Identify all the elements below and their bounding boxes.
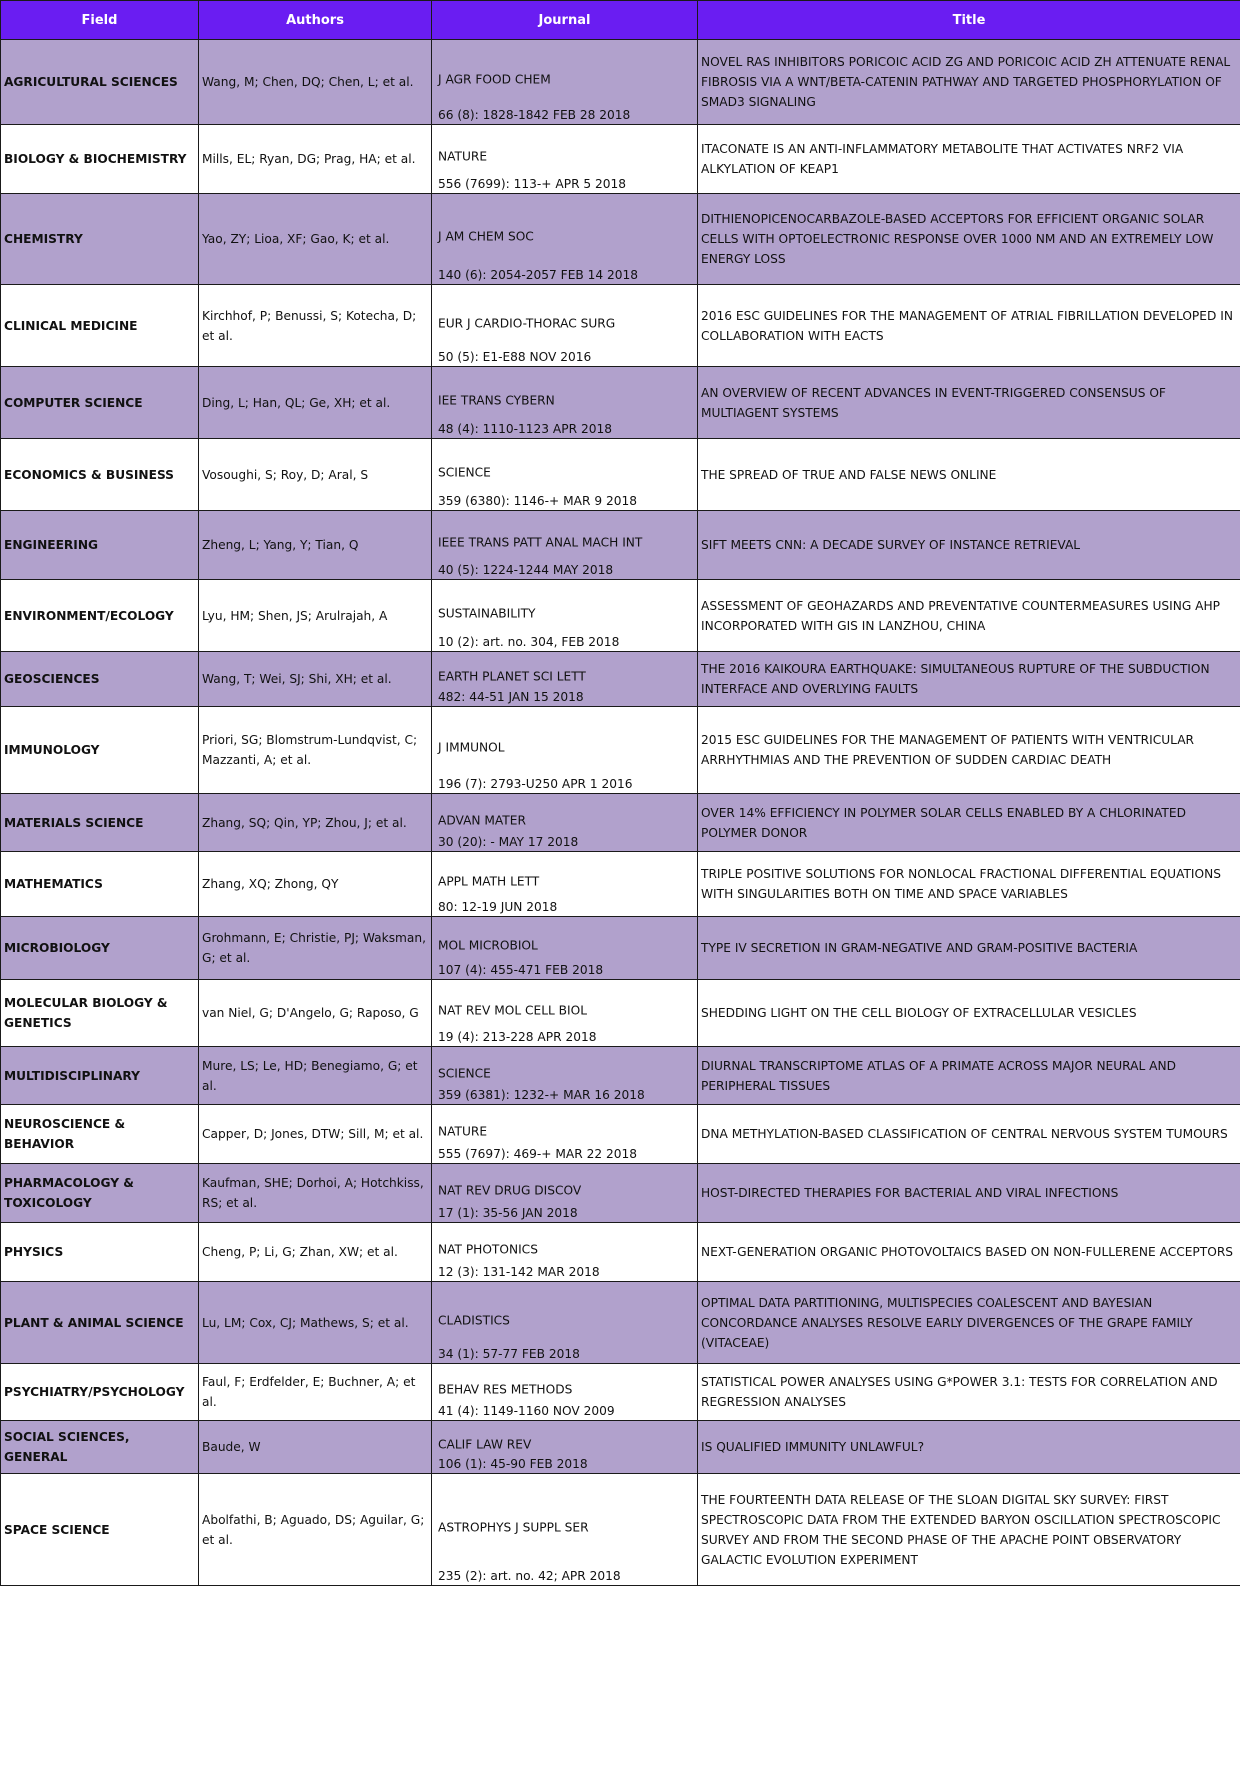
cell-title[interactable]: SIFT MEETS CNN: A DECADE SURVEY OF INSTANCE RETRIEVAL: [698, 511, 1240, 580]
journal-name: EUR J CARDIO-THORAC SURG: [438, 316, 616, 331]
table-body: [1, 40, 1240, 1586]
cell-field[interactable]: MULTIDISCIPLINARY: [1, 1047, 199, 1105]
journal-name: IEE TRANS CYBERN: [438, 393, 555, 408]
table-row: [1, 40, 1240, 125]
cell-journal[interactable]: [432, 194, 698, 285]
table-row: [1, 194, 1240, 285]
table-row: [1, 1047, 1240, 1105]
journal-name: NATURE: [438, 149, 488, 164]
journal-name: EARTH PLANET SCI LETT: [438, 669, 586, 684]
cell-field[interactable]: ECONOMICS & BUSINESS: [1, 439, 199, 511]
cell-title[interactable]: NEXT-GENERATION ORGANIC PHOTOVOLTAICS BASED ON NON-FULLERENE ACCEPTORS: [698, 1223, 1240, 1282]
cell-field[interactable]: CLINICAL MEDICINE: [1, 285, 199, 367]
table-row: [1, 980, 1240, 1047]
cell-title[interactable]: 2016 ESC GUIDELINES FOR THE MANAGEMENT OF ATRIAL FIBRILLATION DEVELOPED IN COLLABORATION WITH EACTS: [698, 285, 1240, 367]
table-row: [1, 794, 1240, 852]
cell-title[interactable]: DITHIENOPICENOCARBAZOLE-BASED ACCEPTORS FOR EFFICIENT ORGANIC SOLAR CELLS WITH OPTOELECTRONIC RESPONSE OVER 1000 NM AND AN EXTREMELY LOW ENERGY LOSS: [698, 194, 1240, 285]
journal-citation: 482: 44-51 JAN 15 2018: [438, 690, 584, 704]
cell-title[interactable]: DIURNAL TRANSCRIPTOME ATLAS OF A PRIMATE ACROSS MAJOR NEURAL AND PERIPHERAL TISSUES: [698, 1047, 1240, 1105]
cell-field[interactable]: CHEMISTRY: [1, 194, 199, 285]
journal-name: BEHAV RES METHODS: [438, 1382, 573, 1397]
journal-citation: 106 (1): 45-90 FEB 2018: [438, 1457, 588, 1471]
table-row: [1, 1223, 1240, 1282]
cell-field[interactable]: COMPUTER SCIENCE: [1, 367, 199, 439]
journal-name: SCIENCE: [438, 465, 491, 480]
journal-name: MOL MICROBIOL: [438, 938, 538, 953]
table-row: [1, 125, 1240, 194]
cell-journal[interactable]: [432, 439, 698, 511]
journal-name: NATURE: [438, 1124, 488, 1139]
cell-authors[interactable]: Yao, ZY; Lioa, XF; Gao, K; et al.: [199, 194, 432, 285]
journal-name: SUSTAINABILITY: [438, 606, 536, 621]
cell-title[interactable]: IS QUALIFIED IMMUNITY UNLAWFUL?: [698, 1421, 1240, 1474]
journal-citation: 140 (6): 2054-2057 FEB 14 2018: [438, 268, 639, 282]
journal-citation: 17 (1): 35-56 JAN 2018: [438, 1206, 578, 1220]
column-header-title[interactable]: Title: [698, 1, 1240, 40]
cell-journal[interactable]: [432, 917, 698, 980]
journal-citation: 19 (4): 213-228 APR 2018: [438, 1030, 597, 1044]
table-row: [1, 439, 1240, 511]
journal-citation: 50 (5): E1-E88 NOV 2016: [438, 350, 592, 364]
cell-journal[interactable]: [432, 652, 698, 707]
table-row: [1, 852, 1240, 917]
cell-field[interactable]: BIOLOGY & BIOCHEMISTRY: [1, 125, 199, 194]
cell-title[interactable]: TYPE IV SECRETION IN GRAM-NEGATIVE AND GRAM-POSITIVE BACTERIA: [698, 917, 1240, 980]
table-row: [1, 580, 1240, 652]
cell-field[interactable]: IMMUNOLOGY: [1, 707, 199, 794]
cell-authors[interactable]: Ding, L; Han, QL; Ge, XH; et al.: [199, 367, 432, 439]
column-header-authors[interactable]: Authors: [199, 1, 432, 40]
cell-field[interactable]: ENVIRONMENT/ECOLOGY: [1, 580, 199, 652]
cell-authors[interactable]: Wang, T; Wei, SJ; Shi, XH; et al.: [199, 652, 432, 707]
journal-name: ASTROPHYS J SUPPL SER: [438, 1520, 589, 1535]
cell-field[interactable]: PSYCHIATRY/PSYCHOLOGY: [1, 1364, 199, 1421]
column-header-field[interactable]: Field: [1, 1, 199, 40]
cell-field[interactable]: GEOSCIENCES: [1, 652, 199, 707]
journal-citation: 107 (4): 455-471 FEB 2018: [438, 963, 604, 977]
table-row: [1, 1364, 1240, 1421]
cell-field[interactable]: MICROBIOLOGY: [1, 917, 199, 980]
cell-authors[interactable]: Lyu, HM; Shen, JS; Arulrajah, A: [199, 580, 432, 652]
cell-authors[interactable]: Faul, F; Erdfelder, E; Buchner, A; et al.: [199, 1364, 432, 1421]
cell-journal[interactable]: [432, 285, 698, 367]
table-row: [1, 652, 1240, 707]
cell-title[interactable]: NOVEL RAS INHIBITORS PORICOIC ACID ZG AND PORICOIC ACID ZH ATTENUATE RENAL FIBROSIS VIA A WNT/BETA-CATENIN PATHWAY AND TARGETED PHOSPHORYLATION OF SMAD3 SIGNALING: [698, 40, 1240, 125]
cell-field[interactable]: MATERIALS SCIENCE: [1, 794, 199, 852]
cell-journal[interactable]: [432, 367, 698, 439]
journal-citation: 235 (2): art. no. 42; APR 2018: [438, 1569, 621, 1583]
table-row: [1, 707, 1240, 794]
cell-journal[interactable]: [432, 1474, 698, 1586]
cell-field[interactable]: PHARMACOLOGY & TOXICOLOGY: [1, 1164, 199, 1223]
cell-journal[interactable]: [432, 40, 698, 125]
cell-journal[interactable]: [432, 1282, 698, 1364]
journal-citation: 196 (7): 2793-U250 APR 1 2016: [438, 777, 633, 791]
cell-title[interactable]: THE 2016 KAIKOURA EARTHQUAKE: SIMULTANEOUS RUPTURE OF THE SUBDUCTION INTERFACE AND OVERLYING FAULTS: [698, 652, 1240, 707]
cell-journal[interactable]: [432, 980, 698, 1047]
journal-name: CALIF LAW REV: [438, 1437, 532, 1452]
cell-title[interactable]: ASSESSMENT OF GEOHAZARDS AND PREVENTATIVE COUNTERMEASURES USING AHP INCORPORATED WITH GIS IN LANZHOU, CHINA: [698, 580, 1240, 652]
cell-journal[interactable]: [432, 794, 698, 852]
journal-name: J AM CHEM SOC: [438, 229, 534, 244]
cell-title[interactable]: ITACONATE IS AN ANTI-INFLAMMATORY METABOLITE THAT ACTIVATES NRF2 VIA ALKYLATION OF KEAP1: [698, 125, 1240, 194]
cell-journal[interactable]: [432, 852, 698, 917]
journal-name: NAT REV DRUG DISCOV: [438, 1183, 582, 1198]
cell-field[interactable]: NEUROSCIENCE & BEHAVIOR: [1, 1105, 199, 1164]
table-row: [1, 1282, 1240, 1364]
cell-title[interactable]: DNA METHYLATION-BASED CLASSIFICATION OF CENTRAL NERVOUS SYSTEM TUMOURS: [698, 1105, 1240, 1164]
cell-field[interactable]: MATHEMATICS: [1, 852, 199, 917]
cell-journal[interactable]: [432, 1105, 698, 1164]
journal-name: NAT PHOTONICS: [438, 1242, 538, 1257]
cell-field[interactable]: PLANT & ANIMAL SCIENCE: [1, 1282, 199, 1364]
cell-journal[interactable]: [432, 1421, 698, 1474]
journal-citation: 555 (7697): 469-+ MAR 22 2018: [438, 1147, 637, 1161]
cell-title[interactable]: 2015 ESC GUIDELINES FOR THE MANAGEMENT OF PATIENTS WITH VENTRICULAR ARRHYTHMIAS AND THE PREVENTION OF SUDDEN CARDIAC DEATH: [698, 707, 1240, 794]
column-header-journal[interactable]: Journal: [432, 1, 698, 40]
journal-name: NAT REV MOL CELL BIOL: [438, 1003, 587, 1018]
journal-citation: 359 (6380): 1146-+ MAR 9 2018: [438, 494, 637, 508]
table-row: [1, 1105, 1240, 1164]
cell-authors[interactable]: Zheng, L; Yang, Y; Tian, Q: [199, 511, 432, 580]
journal-name: IEEE TRANS PATT ANAL MACH INT: [438, 535, 643, 550]
cell-journal[interactable]: [432, 707, 698, 794]
journal-name: J IMMUNOL: [438, 740, 505, 755]
cell-journal[interactable]: [432, 580, 698, 652]
cell-field[interactable]: MOLECULAR BIOLOGY & GENETICS: [1, 980, 199, 1047]
journal-name: CLADISTICS: [438, 1313, 510, 1328]
cell-authors[interactable]: Abolfathi, B; Aguado, DS; Aguilar, G; et al.: [199, 1474, 432, 1586]
cell-journal[interactable]: [432, 1223, 698, 1282]
cell-authors[interactable]: Wang, M; Chen, DQ; Chen, L; et al.: [199, 40, 432, 125]
journal-citation: 10 (2): art. no. 304, FEB 2018: [438, 635, 620, 649]
table-row: [1, 1474, 1240, 1586]
table-row: [1, 917, 1240, 980]
cell-journal[interactable]: [432, 1164, 698, 1223]
cell-authors[interactable]: Kaufman, SHE; Dorhoi, A; Hotchkiss, RS; et al.: [199, 1164, 432, 1223]
cell-authors[interactable]: Kirchhof, P; Benussi, S; Kotecha, D; et al.: [199, 285, 432, 367]
cell-field[interactable]: ENGINEERING: [1, 511, 199, 580]
cell-journal[interactable]: [432, 125, 698, 194]
journal-name: ADVAN MATER: [438, 813, 526, 828]
journal-name: APPL MATH LETT: [438, 874, 540, 889]
cell-authors[interactable]: van Niel, G; D'Angelo, G; Raposo, G: [199, 980, 432, 1047]
cell-authors[interactable]: Lu, LM; Cox, CJ; Mathews, S; et al.: [199, 1282, 432, 1364]
cell-authors[interactable]: Cheng, P; Li, G; Zhan, XW; et al.: [199, 1223, 432, 1282]
table-row: [1, 1421, 1240, 1474]
cell-title[interactable]: STATISTICAL POWER ANALYSES USING G*POWER 3.1: TESTS FOR CORRELATION AND REGRESSION ANALYSES: [698, 1364, 1240, 1421]
cell-title[interactable]: OVER 14% EFFICIENCY IN POLYMER SOLAR CELLS ENABLED BY A CHLORINATED POLYMER DONOR: [698, 794, 1240, 852]
cell-authors[interactable]: Zhang, XQ; Zhong, QY: [199, 852, 432, 917]
cell-journal[interactable]: [432, 1047, 698, 1105]
cell-journal[interactable]: [432, 511, 698, 580]
table-row: [1, 1164, 1240, 1223]
cell-title[interactable]: THE FOURTEENTH DATA RELEASE OF THE SLOAN DIGITAL SKY SURVEY: FIRST SPECTROSCOPIC DATA FROM THE EXTENDED BARYON OSCILLATION SPECTROSCOPIC SURVEY AND FROM THE SECOND PHASE OF THE APACHE POINT OBSERVATORY GALACTIC EVOLUTION EXPERIMENT: [698, 1474, 1240, 1586]
cell-field[interactable]: SOCIAL SCIENCES, GENERAL: [1, 1421, 199, 1474]
cell-authors[interactable]: Mure, LS; Le, HD; Benegiamo, G; et al.: [199, 1047, 432, 1105]
journal-citation: 41 (4): 1149-1160 NOV 2009: [438, 1404, 615, 1418]
cell-authors[interactable]: Zhang, SQ; Qin, YP; Zhou, J; et al.: [199, 794, 432, 852]
journal-citation: 30 (20): - MAY 17 2018: [438, 835, 579, 849]
table-row: [1, 285, 1240, 367]
journal-citation: 66 (8): 1828-1842 FEB 28 2018: [438, 108, 631, 122]
journal-citation: 80: 12-19 JUN 2018: [438, 900, 558, 914]
cell-journal[interactable]: [432, 1364, 698, 1421]
journal-citation: 34 (1): 57-77 FEB 2018: [438, 1347, 580, 1361]
journal-citation: 556 (7699): 113-+ APR 5 2018: [438, 177, 627, 191]
cell-title[interactable]: OPTIMAL DATA PARTITIONING, MULTISPECIES COALESCENT AND BAYESIAN CONCORDANCE ANALYSES RESOLVE EARLY DIVERGENCES OF THE GRAPE FAMILY (VITACEAE): [698, 1282, 1240, 1364]
cell-title[interactable]: THE SPREAD OF TRUE AND FALSE NEWS ONLINE: [698, 439, 1240, 511]
cell-authors[interactable]: Priori, SG; Blomstrum-Lundqvist, C; Mazzanti, A; et al.: [199, 707, 432, 794]
cell-field[interactable]: AGRICULTURAL SCIENCES: [1, 40, 199, 125]
cell-title[interactable]: SHEDDING LIGHT ON THE CELL BIOLOGY OF EXTRACELLULAR VESICLES: [698, 980, 1240, 1047]
cell-authors[interactable]: Mills, EL; Ryan, DG; Prag, HA; et al.: [199, 125, 432, 194]
table-row: [1, 511, 1240, 580]
journal-citation: 12 (3): 131-142 MAR 2018: [438, 1265, 600, 1279]
cell-title[interactable]: HOST-DIRECTED THERAPIES FOR BACTERIAL AND VIRAL INFECTIONS: [698, 1164, 1240, 1223]
table-row: [1, 367, 1240, 439]
cell-authors[interactable]: Grohmann, E; Christie, PJ; Waksman, G; et al.: [199, 917, 432, 980]
cell-title[interactable]: TRIPLE POSITIVE SOLUTIONS FOR NONLOCAL FRACTIONAL DIFFERENTIAL EQUATIONS WITH SINGULARITIES BOTH ON TIME AND SPACE VARIABLES: [698, 852, 1240, 917]
cell-field[interactable]: SPACE SCIENCE: [1, 1474, 199, 1586]
cell-authors[interactable]: Baude, W: [199, 1421, 432, 1474]
journal-name: SCIENCE: [438, 1066, 491, 1081]
cell-authors[interactable]: Capper, D; Jones, DTW; Sill, M; et al.: [199, 1105, 432, 1164]
cell-field[interactable]: PHYSICS: [1, 1223, 199, 1282]
cell-authors[interactable]: Vosoughi, S; Roy, D; Aral, S: [199, 439, 432, 511]
journal-citation: 359 (6381): 1232-+ MAR 16 2018: [438, 1088, 645, 1102]
journal-citation: 40 (5): 1224-1244 MAY 2018: [438, 563, 614, 577]
journal-name: J AGR FOOD CHEM: [438, 72, 551, 87]
journal-citation: 48 (4): 1110-1123 APR 2018: [438, 422, 612, 436]
header-row: [1, 1, 1240, 40]
cell-title[interactable]: AN OVERVIEW OF RECENT ADVANCES IN EVENT-TRIGGERED CONSENSUS OF MULTIAGENT SYSTEMS: [698, 367, 1240, 439]
